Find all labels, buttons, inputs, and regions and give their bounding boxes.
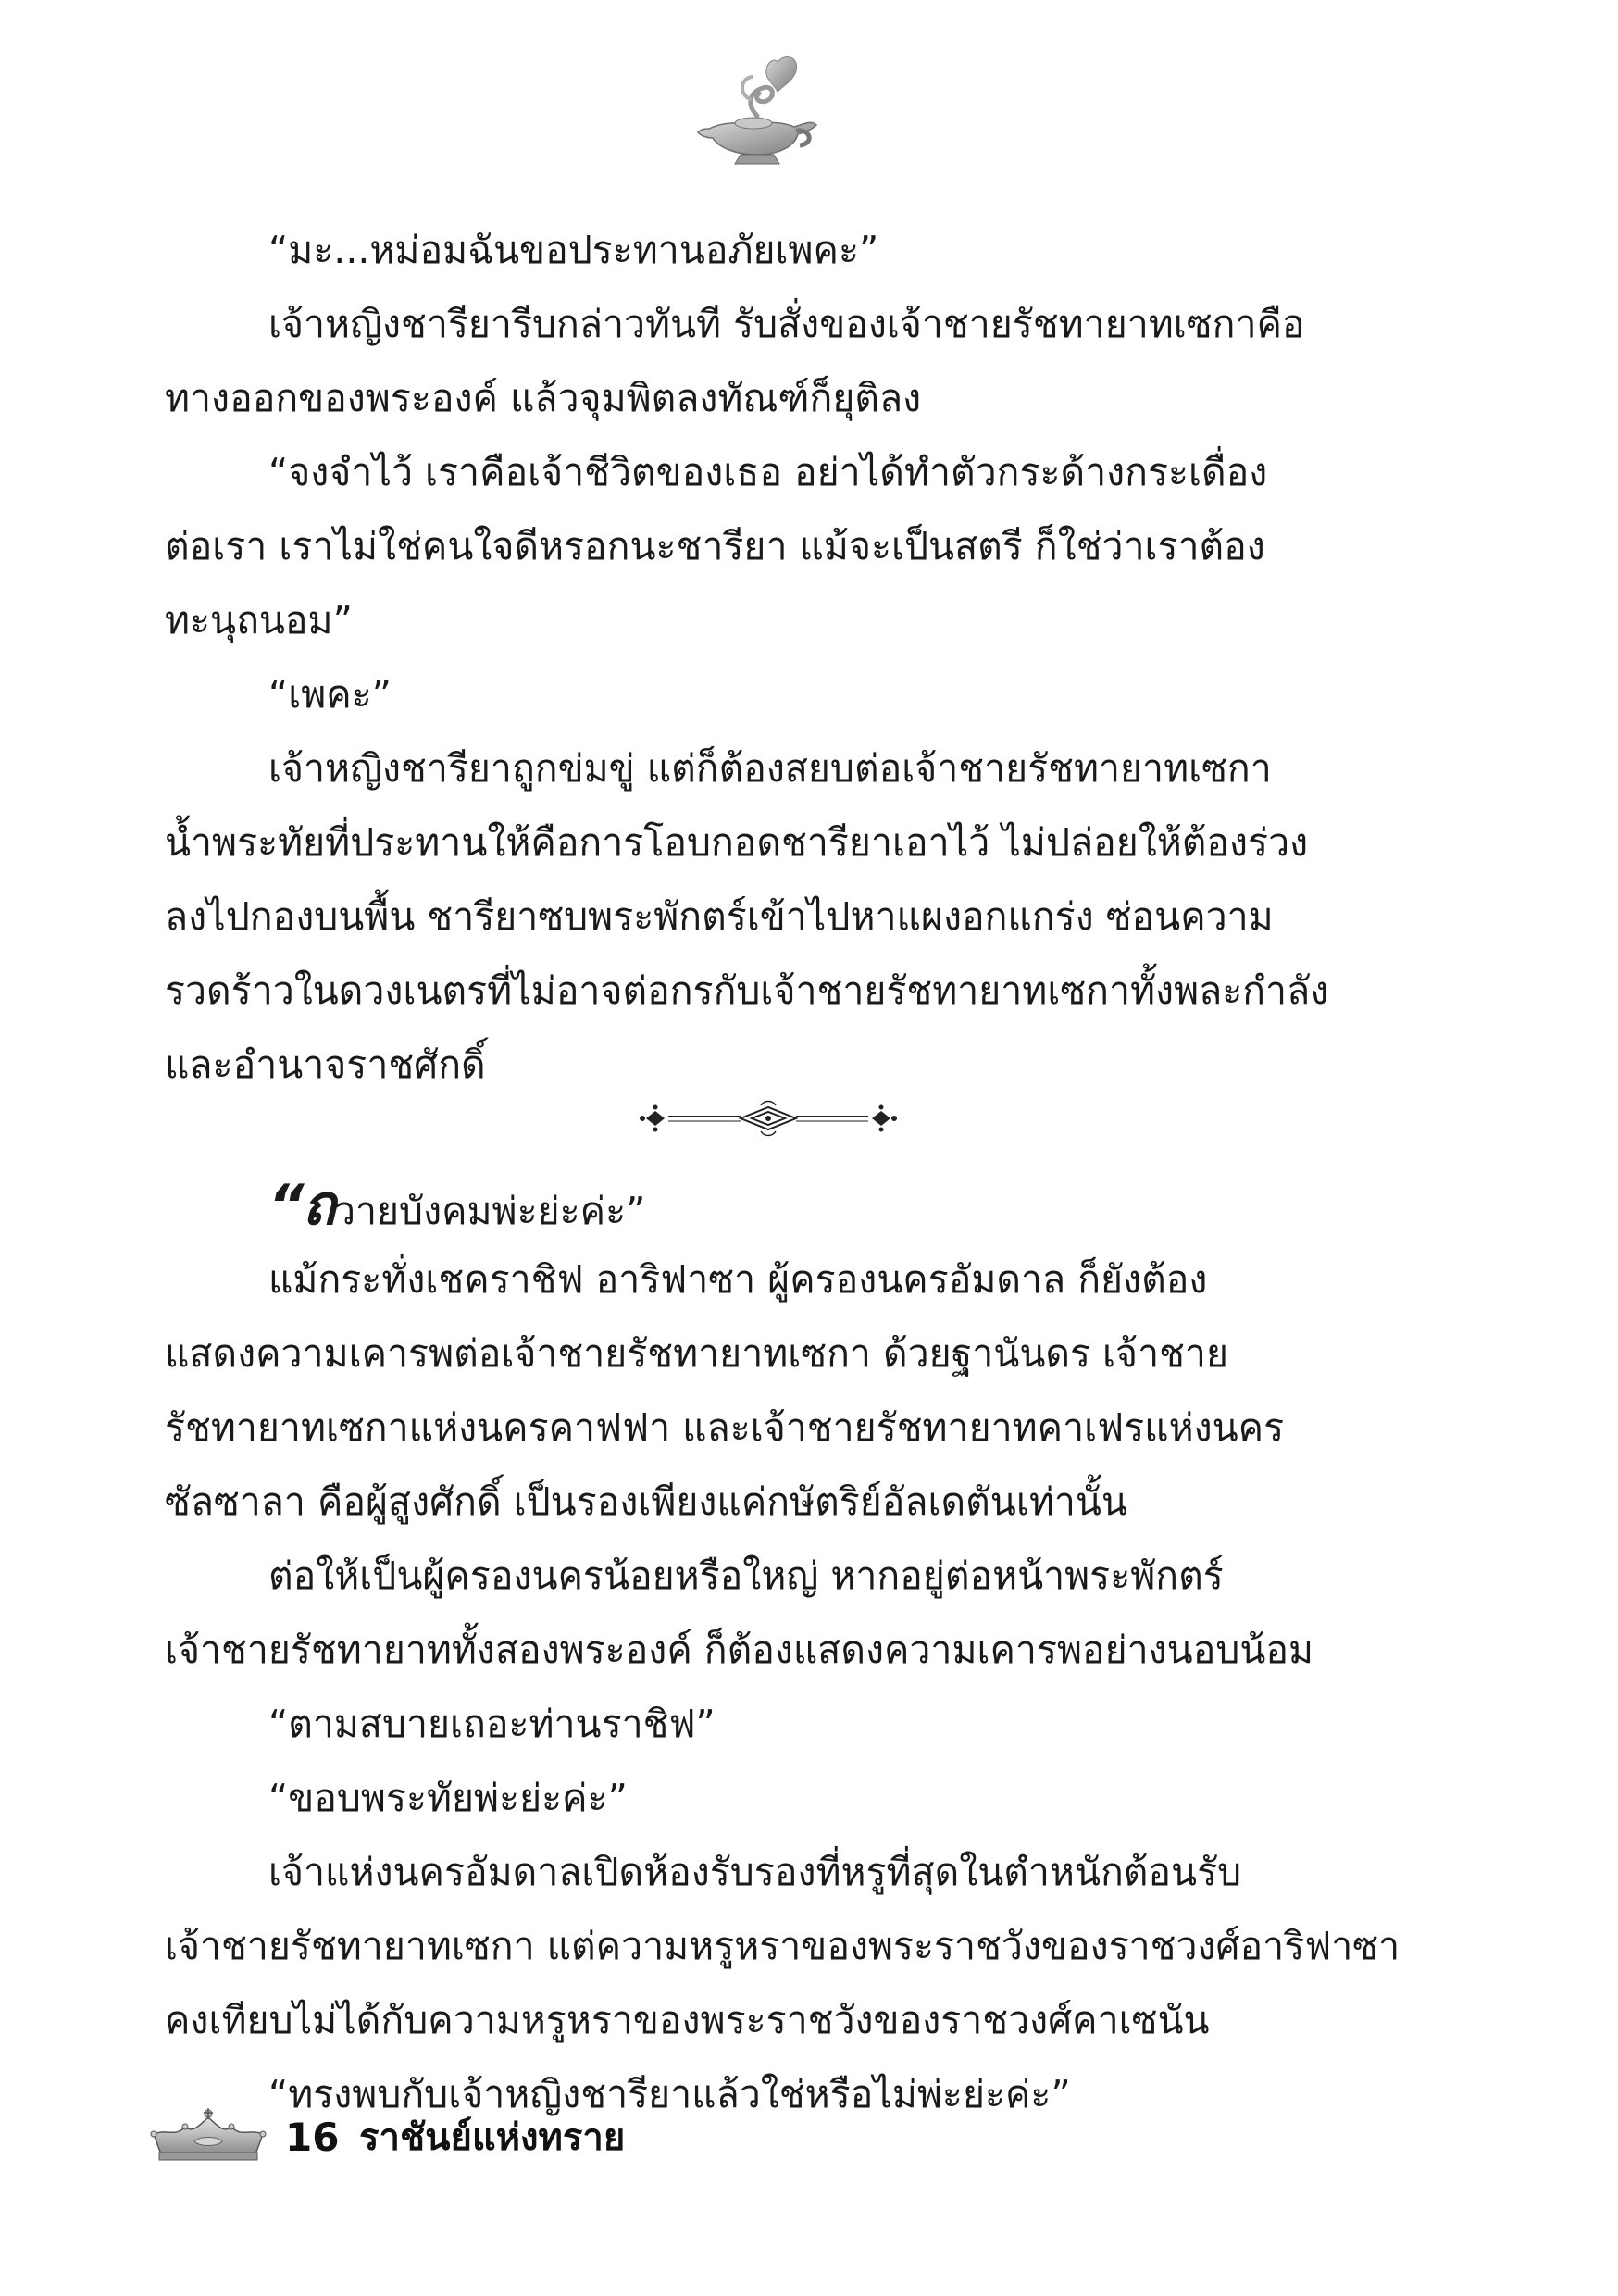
paragraph-line: ต่อเรา เราไม่ใช่คนใจดีหรอกนะชารียา แม้จะเป็นสตรี ก็ใช่ว่าเราต้อง	[165, 524, 1265, 568]
page-number: 16	[285, 2115, 340, 2160]
paragraph-line: คงเทียบไม่ได้กับความหรูหราของพระราชวังของราชวงศ์คาเซนัน	[165, 1998, 1210, 2042]
chapter-opening-line	[268, 1173, 646, 1239]
paragraph-line: เจ้าหญิงชารียารีบกล่าวทันที รับสั่งของเจ้าชายรัชทายาทเซกาคือ	[268, 302, 1305, 346]
paragraph-line: เจ้าแห่งนครอัมดาลเปิดห้องรับรองที่หรูที่สุดในตำหนักต้อนรับ	[268, 1850, 1242, 1894]
opening-line-rest: วายบังคมพ่ะย่ะค่ะ”	[333, 1189, 646, 1233]
paragraph-line: ลงไปกองบนพื้น ชารียาซบพระพักตร์เข้าไปหาแผงอกแกร่ง ซ่อนความ	[165, 894, 1274, 939]
paragraph-line: น้ำพระทัยที่ประทานให้คือการโอบกอดชารียาเอาไว้ ไม่ปล่อยให้ต้องร่วง	[165, 820, 1309, 865]
drop-cap: “ถ	[268, 1173, 334, 1238]
crown-icon	[148, 2106, 268, 2165]
paragraph-line: แสดงความเคารพต่อเจ้าชายรัชทายาทเซกา ด้วยฐานันดร เจ้าชาย	[165, 1331, 1228, 1376]
paragraph-line: “มะ...หม่อมฉันขอประทานอภัยเพคะ”	[268, 228, 879, 272]
paragraph-line: ทางออกของพระองค์ แล้วจุมพิตลงทัณฑ์ก็ยุติลง	[165, 376, 922, 420]
paragraph-line: และอำนาจราชศักดิ์	[165, 1042, 486, 1087]
paragraph-line: รัชทายาทเซกาแห่งนครคาฟฟา และเจ้าชายรัชทายาทคาเฟรแห่งนคร	[165, 1405, 1285, 1450]
book-title: ราชันย์แห่งทราย	[359, 2116, 626, 2159]
paragraph-line: รวดร้าวในดวงเนตรที่ไม่อาจต่อกรกับเจ้าชายรัชทายาทเซกาทั้งพละกำลัง	[165, 968, 1329, 1013]
paragraph-line: ซัลซาลา คือผู้สูงศักดิ์ เป็นรองเพียงแค่กษัตริย์อัลเดตันเท่านั้น	[165, 1479, 1127, 1524]
paragraph-line: เจ้าชายรัชทายาทเซกา แต่ความหรูหราของพระราชวังของราชวงศ์อาริฟาซา	[165, 1924, 1400, 1968]
paragraph-line: ต่อให้เป็นผู้ครองนครน้อยหรือใหญ่ หากอยู่ต่อหน้าพระพักตร์	[268, 1554, 1224, 1598]
paragraph-line: เจ้าชายรัชทายาททั้งสองพระองค์ ก็ต้องแสดงความเคารพอย่างนอบน้อม	[165, 1628, 1314, 1672]
page-footer	[148, 2106, 796, 2180]
genie-lamp-icon	[692, 51, 822, 171]
paragraph-line: เจ้าหญิงชารียาถูกข่มขู่ แต่ก็ต้องสยบต่อเจ้าชายรัชทายาทเซกา	[268, 746, 1272, 791]
paragraph-line: “จงจำไว้ เราคือเจ้าชีวิตของเธอ อย่าได้ทำตัวกระด้างกระเดื่อง	[268, 450, 1268, 494]
ornamental-divider-icon	[639, 1100, 898, 1137]
paragraph-line: แม้กระทั่งเชคราชิฟ อาริฟาซา ผู้ครองนครอัมดาล ก็ยังต้อง	[268, 1257, 1208, 1302]
paragraph-line: “ตามสบายเถอะท่านราชิฟ”	[268, 1702, 716, 1746]
paragraph-line: ทะนุถนอม”	[165, 598, 353, 643]
paragraph-line: “เพคะ”	[268, 672, 392, 717]
paragraph-line: “ทรงพบกับเจ้าหญิงชารียาแล้วใช่หรือไม่พ่ะย่ะค่ะ”	[268, 2072, 1071, 2116]
paragraph-line: “ขอบพระทัยพ่ะย่ะค่ะ”	[268, 1776, 628, 1820]
